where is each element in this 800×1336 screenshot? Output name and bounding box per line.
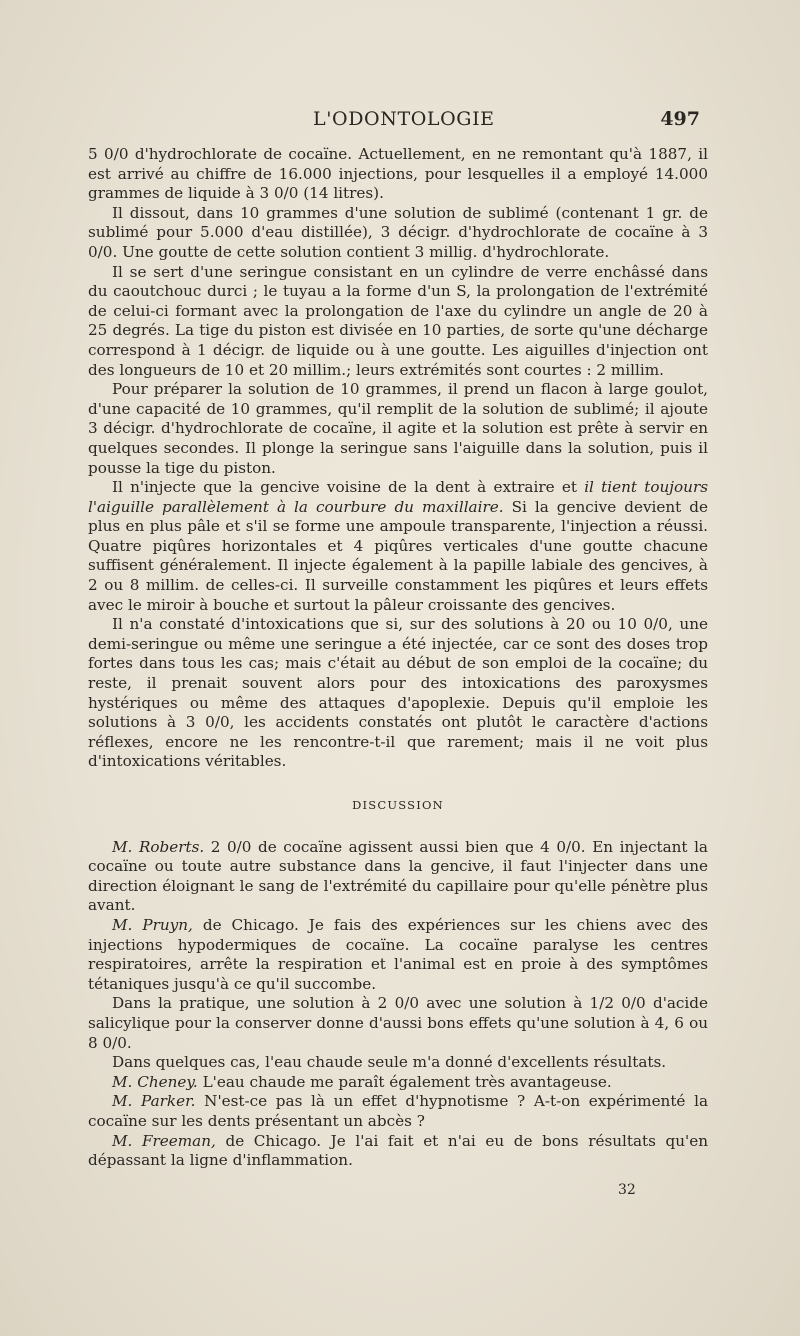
discussion-text: 2 0/0 de cocaïne agissent aussi bien que 4 0/0. En injectant la cocaïne ou toute autre substance dans la gencive, il faut l'injecter dans une direction éloignant le sang de l'extrémité du capillaire pour qu'elle pénètre plus avant. (88, 837, 708, 915)
page-number: 497 (660, 108, 700, 130)
discussion-item (88, 1053, 708, 1073)
discussion-text: de Chicago. Je fais des expériences sur les chiens avec des injections hypodermiques de cocaïne. La cocaïne paralyse les centres respiratoires, arrête la respiration et l'animal est en proie à des symptômes tétaniques jusqu'à ce qu'il succombe. (88, 915, 708, 993)
discussion-item (88, 1073, 708, 1093)
discussion-item (88, 838, 708, 916)
discussion-item (88, 916, 708, 994)
paragraph-text: Si la gencive devient de plus en plus pâle et s'il se forme une ampoule transparente, l'injection a réussi. Quatre piqûres horizontales et 4 piqûres verticales d'une goutte chacune suffisent généralement. Il injecte également à la papille labiale des gencives, à 2 ou 8 millim. de celles-ci. Il surveille constamment les piqûres et leurs effets avec le miroir à bouche et surtout la pâleur croissante des gencives. (88, 497, 708, 614)
speaker-name: M. Roberts. (112, 837, 205, 856)
speaker-name: M. Parker. (112, 1092, 196, 1111)
paragraph: Il se sert d'une seringue consistant en un cylindre de verre enchâssé dans du caoutchouc durci ; le tuyau a la forme d'un S, la prolongation de l'extrémité de celui-ci formant avec la prolongation de l'axe du cylindre un angle de 20 à 25 degrés. La tige du piston est divisée en 10 parties, de sorte qu'une décharge correspond à 1 décigr. de liquide ou à une goutte. Les aiguilles d'injection ont des longueurs de 10 et 20 millim.; leurs extrémités sont courtes : 2 millim. (88, 262, 708, 379)
signature-mark: 32 (618, 1182, 636, 1198)
paragraph-intoxications: Il n'a constaté d'intoxications que si, sur des solutions à 20 ou 10 0/0, une demi-seringue ou même une seringue a été injectée, car ce sont des doses trop fortes dans tous les cas; mais c'était au début de son emploi de la cocaïne; du reste, il prenait souvent alors pour des intoxications des paroxysmes hystériques ou même des attaques d'apoplexie. Depuis qu'il emploie les solutions à 3 0/0, les accidents constatés ont plutôt le caractère d'actions réflexes, encore ne les rencontre-t-il que rarement; mais il ne voit plus d'intoxications véritables. (88, 615, 708, 771)
discussion-text: de Chicago. Je l'ai fait et n'ai eu de bons résultats qu'en dépassant la ligne d'inflammation. (88, 1131, 709, 1170)
running-title: L'ODONTOLOGIE (313, 108, 495, 130)
page-header (88, 108, 708, 138)
italic-emphasis: il tient toujours l'aiguille parallèlement à la courbure du maxillaire. (88, 478, 708, 516)
paragraph: 5 0/0 d'hydrochlorate de cocaïne. Actuellement, en ne remontant qu'à 1887, il est arrivé au chiffre de 16.000 injections, pour lesquelles il a employé 14.000 grammes de liquide à 3 0/0 (14 litres). (88, 145, 708, 203)
paragraph: Il dissout, dans 10 grammes d'une solution de sublimé (contenant 1 gr. de sublimé pour 5.000 d'eau distillée), 3 décigr. d'hydrochlorate de cocaïne à 3 0/0. Une goutte de cette solution contient 3 millig. d'hydrochlorate. (88, 203, 708, 261)
section-heading: DISCUSSION (352, 798, 444, 812)
speaker-name: M. Freeman, (112, 1131, 216, 1150)
speaker-name: M. Pruyn, (112, 915, 193, 934)
discussion-text: Dans la pratique, une solution à 2 0/0 avec une solution à 1/2 0/0 d'acide salicylique pour la conserver donne d'aussi bons effets qu'une solution à 4, 6 ou 8 0/0. (88, 994, 708, 1052)
text-body (88, 145, 708, 1171)
paragraph-injection (88, 478, 708, 615)
discussion-item (88, 1132, 708, 1171)
discussion-item (88, 1092, 708, 1131)
paragraph-text: Il n'injecte que la gencive voisine de la dent à extraire et (112, 478, 585, 497)
discussion-item (88, 994, 708, 1053)
discussion-text: Dans quelques cas, l'eau chaude seule m'a donné d'excellents résultats. (112, 1053, 667, 1072)
discussion-text: L'eau chaude me paraît également très avantageuse. (197, 1072, 612, 1091)
speaker-name: M. Cheney. (112, 1072, 198, 1091)
paragraph: Pour préparer la solution de 10 grammes, il prend un flacon à large goulot, d'une capacité de 10 grammes, qu'il remplit de la solution de sublimé; il ajoute 3 décigr. d'hydrochlorate de cocaïne, il agite et la solution est prête à servir en quelques secondes. Il plonge la seringue sans l'aiguille dans la solution, puis il pousse la tige du piston. (88, 380, 708, 477)
discussion-text: N'est-ce pas là un effet d'hypnotisme ? A-t-on expérimenté la cocaïne sur les dents présentant un abcès ? (88, 1092, 708, 1130)
